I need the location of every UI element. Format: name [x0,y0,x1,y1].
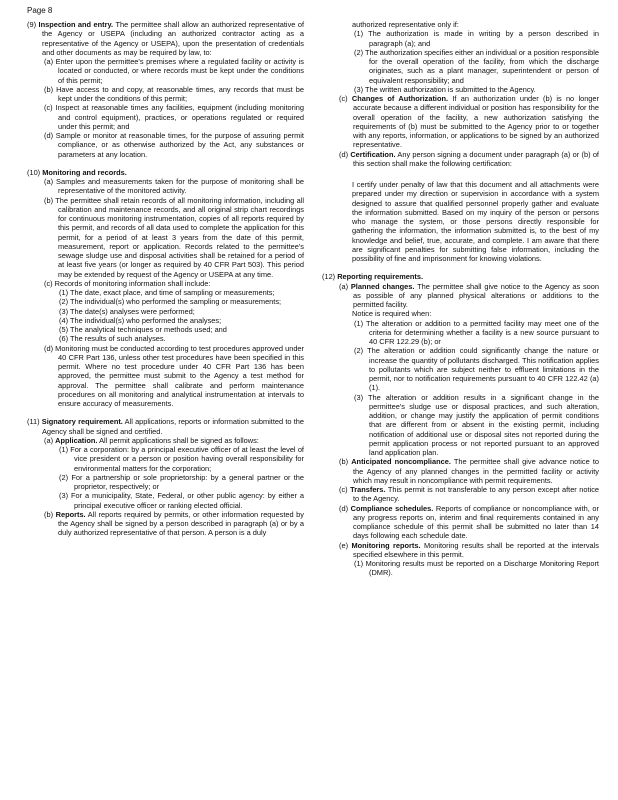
section-10-d: (d) Monitoring must be conducted according to test procedures approved under 40 CFR Part 136, unless other test procedures have been specified in this permit. Where no test procedure under 40 CFR Part 136 has been approved, the permittee must submit to the Agency a test method for approval. The permittee shall calibrate and perform maintenance procedures on all monitoring and analytical instrumentation at intervals to ensure accuracy of measurements. [44,343,304,408]
monitoring-reports-heading: Monitoring reports. [351,540,421,550]
section-11-a-heading: Application. [55,435,98,445]
section-9-d: (d) Sample or monitor at reasonable times, for the purpose of assuring permit compliance, or as otherwise authorized by the Act, any substances or parameters at any location. [44,131,304,159]
section-10-c-2: (2) The individual(s) who performed the sampling or measurements; [59,297,282,307]
changes-label: (c) [339,94,348,103]
section-9-number: (9) [27,20,37,29]
transfers-heading: Transfers. [350,485,386,494]
monitoring-reports-label: (e) [339,540,349,550]
monitoring-reports-1: (1) Monitoring results must be reported on a Discharge Monitoring Report (DMR). [354,559,599,578]
section-10-c-4: (4) The individual(s) who performed the analyses; [59,315,222,325]
section-10-c-3: (3) The date(s) analyses were performed; [59,306,195,316]
authorized-rep-3: (3) The written authorization is submitted to the Agency. [354,84,536,94]
section-10-heading: Monitoring and records. [42,167,127,177]
monitoring-reports-text: Monitoring results shall be reported at the intervals specified elsewhere in this permit. [353,540,599,559]
section-11-a-3: (3) For a municipality, State, Federal, or other public agency: by either a principal executive officer or ranking elected official. [59,491,304,510]
transfers [322,485,599,504]
anticipated-heading: Anticipated noncompliance. [351,457,451,467]
changes-text: If an authorization under (b) is no longer accurate because a different individual or position has responsibility for the overall operation of the facility, a new authorization satisfying the requirements of (b) must be submitted to the Agency prior to or together with any reports, information, or applications to be signed by an authorized representative. [353,94,599,150]
certification-text: Any person signing a document under paragraph (a) or (b) of this section shall make the following certification: [353,149,599,168]
section-10-c-6: (6) The results of such analyses. [59,334,166,344]
section-9-a: (a) Enter upon the permittee's premises where a regulated facility or activity is located or conducted, or where records must be kept under the conditions of this permit; [44,57,304,85]
transfers-text: This permit is not transferable to any person except after notice to the Agency. [353,485,599,504]
section-12-title [322,272,599,281]
section-12-number: (12) [322,272,336,282]
section-9-c: (c) Inspect at reasonable times any facilities, equipment (including monitoring and control equipment), practices, or operations regulated or required under this permit; and [44,103,304,131]
compliance-text: Reports of compliance or noncompliance with, or any progress reports on, interim and final requirements contained in any compliance schedule of this permit shall be submitted no later than 14 days following each schedule date. [353,503,599,541]
section-12-heading: Reporting requirements. [337,272,424,282]
planned-changes-label: (a) [339,281,349,291]
left-column [27,20,304,538]
planned-changes-3: (3) The alteration or addition results in a significant change in the permittee's sludge use or disposal practices, and such alteration, addition, or change may justify the application of permit conditions that are different from or absent in the existing permit, including notification of additional use or disposal sites not reported during the permit application process or not reported pursuant to an approved land application plan. [354,392,599,457]
section-9-heading: Inspection and entry. [38,20,114,29]
section-10-title [27,168,304,177]
section-10-number: (10) [27,167,41,177]
section-11-a-text: All permit applications shall be signed as follows: [99,435,259,445]
planned-changes-text: The permittee shall give notice to the Agency as soon as possible of any planned physical alterations or additions to the permitted facility. [353,281,600,309]
planned-changes-2: (2) The alteration or addition could significantly change the nature or increase the quantity of pollutants discharged. This notification applies to pollutants which are subject neither to effluent limitations in the permit, nor to notification requirements pursuant to 40 CFR 122.42 (a)(1). [354,346,599,393]
section-9 [27,20,304,57]
compliance-heading: Compliance schedules. [350,503,434,513]
section-10-c-5: (5) The analytical techniques or methods used; and [59,325,227,334]
section-11-b-heading: Reports. [55,509,86,519]
notice-required: Notice is required when: [352,309,432,319]
anticipated-noncompliance [322,457,599,485]
section-9-text: The permittee shall allow an authorized representative of the Agency or USEPA (including an authorized contractor acting as a representative of the Agency or USEPA), upon the presentation of credentials and other documents as may be required by law, to: [42,20,304,57]
section-11-a [27,436,304,445]
section-11-heading: Signatory requirement. [41,417,123,427]
section-11-a-1: (1) For a corporation: by a principal executive officer of at least the level of vice president or a person or position having overall responsibility for environmental matters for the corporation; [59,445,304,473]
section-11-b-text: All reports required by permits, or other information requested by the Agency shall be signed by a person described in paragraph (a) or by a duly authorized representative of that person. A person is a duly [58,509,304,538]
section-10-c: (c) Records of monitoring information shall include: [44,278,211,288]
changes-heading: Changes of Authorization. [351,94,449,103]
section-11-a-2: (2) For a partnership or sole proprietorship: by a general partner or the proprietor, respectively; or [59,472,304,491]
section-9-b: (b) Have access to and copy, at reasonable times, any records that must be kept under the conditions of this permit; [44,84,304,103]
planned-changes [322,282,599,310]
section-11-b [27,510,304,538]
right-column [322,20,599,578]
section-10-b: (b) The permittee shall retain records of all monitoring information, including all calibration and maintenance records, and all original strip chart recordings for continuous monitoring instrumentation, copies of all reports required by this permit, and records of all data used to complete the application for this permit, for a period of at least 3 years from the date of this permit, measurement, report or application. Records related to the permittee's sewage sludge use and disposal activities shall be retained for a period of at least five years (or longer as required by 40 CFR Part 503). This period may be extended by request of the Agency or USEPA at any time. [44,195,304,279]
section-11-number: (11) [27,417,40,427]
section-10-c-1: (1) The date, exact place, and time of sampling or measurements; [59,288,275,297]
certification-statement: I certify under penalty of law that this document and all attachments were prepared under my direction or supervision in accordance with a system designed to assure that qualified personnel properly gather and evaluate the information submitted. Based on my inquiry of the person or persons who manage the system, or those persons directly responsible for gathering the information, the information submitted is, to the best of my knowledge and belief, true, accurate, and complete. I am aware that there are significant penalties for submitting false information, including the possibility of fine and imprisonment for knowing violations. [352,180,599,263]
authorized-rep-2: (2) The authorization specifies either an individual or a position responsible for the overall operation of the facility, from which the discharge originates, such as a plant manager, superintendent or person of equivalent responsibility; and [354,47,599,85]
compliance-label: (d) [339,503,349,513]
planned-changes-1: (1) The alteration or addition to a permitted facility may meet one of the criteria for determining whether a facility is a new source pursuant to 40 CFR 122.29 (b); or [354,318,599,346]
authorized-rep-1: (1) The authorization is made in writing by a person described in paragraph (a); and [354,29,599,48]
section-11-text: All applications, reports or information submitted to the Agency shall be signed and certified. [42,417,304,436]
section-11 [27,417,304,436]
section-11-b-label: (b) [44,509,54,519]
certification-label: (d) [339,149,349,159]
changes-of-authorization [322,94,599,150]
authorized-rep-continuation: authorized representative only if: [352,20,459,29]
transfers-label: (c) [339,485,348,494]
page-number: Page 8 [27,6,53,15]
section-10-a: (a) Samples and measurements taken for the purpose of monitoring shall be representative of the monitored activity. [44,177,304,196]
certification-heading: Certification. [350,149,396,159]
anticipated-text: The permittee shall give advance notice to the Agency of any planned changes in the permitted facility or activity which may result in noncompliance with permit requirements. [353,457,600,485]
compliance-schedules [322,504,599,541]
monitoring-reports [322,541,599,560]
planned-changes-heading: Planned changes. [350,281,415,291]
anticipated-label: (b) [339,457,349,467]
certification [322,150,599,169]
section-11-a-label: (a) [44,435,54,445]
